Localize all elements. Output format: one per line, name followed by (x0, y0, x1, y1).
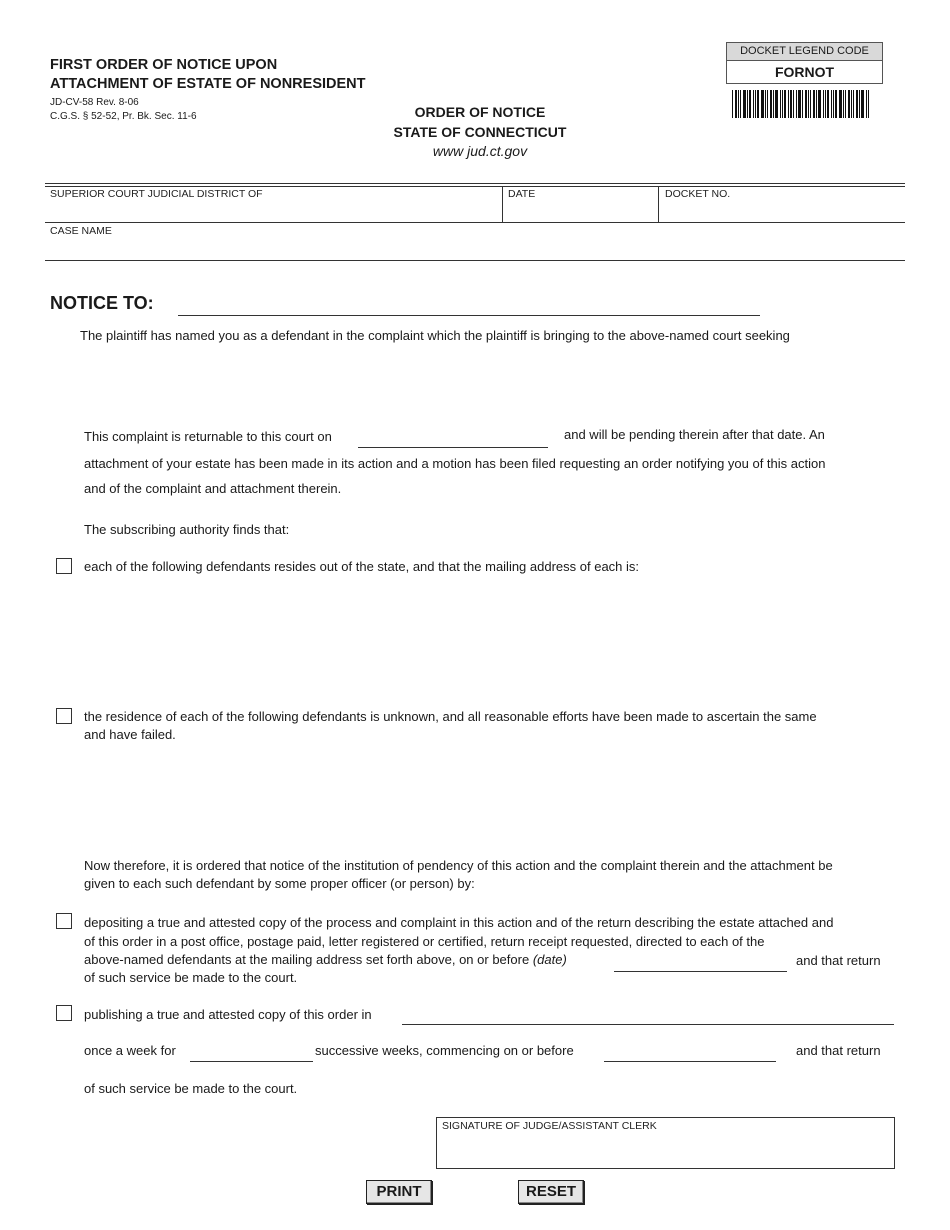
barcode-bar (861, 90, 864, 118)
barcode-bar (753, 90, 754, 118)
state-heading: STATE OF CONNECTICUT (393, 124, 567, 140)
barcode-bar (798, 90, 801, 118)
barcode-bar (761, 90, 764, 118)
barcode (732, 90, 882, 118)
deposit-mail-checkbox[interactable] (56, 913, 72, 929)
barcode-bar (802, 90, 803, 118)
option2-line1: the residence of each of the following defendants is unknown, and all reasonable efforts have been made to ascertain the same (84, 709, 817, 724)
notice-to-field[interactable] (178, 296, 760, 316)
barcode-bar (790, 90, 792, 118)
barcode-bar (757, 90, 759, 118)
once-week-text: once a week for (84, 1043, 176, 1058)
barcode-bar (843, 90, 844, 118)
barcode-bar (818, 90, 821, 118)
barcode-bar (866, 90, 867, 118)
barcode-bar (784, 90, 786, 118)
deposit-date-word: (date) (532, 952, 567, 967)
deposit-line2: of this order in a post office, postage paid, letter registered or certified, return receipt requested, directed to each of the (84, 934, 765, 949)
returnable-prefix: This complaint is returnable to this court on (84, 429, 332, 444)
docket-number-field[interactable] (665, 202, 901, 220)
unknown-residence-defendants-field[interactable] (84, 750, 894, 845)
deposit-line3 (84, 951, 567, 970)
form-title (50, 56, 366, 94)
form-number: JD-CV-58 Rev. 8-06 (50, 97, 139, 108)
resides-out-of-state-checkbox[interactable] (56, 558, 72, 574)
barcode-bar (765, 90, 766, 118)
barcode-bar (732, 90, 733, 118)
barcode-bar (827, 90, 829, 118)
deposit-line3-text: above-named defendants at the mailing address set forth above, on or before (84, 952, 530, 967)
barcode-bar (770, 90, 772, 118)
website-link: www jud.ct.gov (432, 143, 528, 159)
barcode-bar (780, 90, 781, 118)
publish-checkbox[interactable] (56, 1005, 72, 1021)
returnable-suffix: and will be pending therein after that date. An (564, 427, 825, 442)
barcode-bar (743, 90, 746, 118)
date-field[interactable] (508, 202, 654, 220)
barcode-bar (735, 90, 737, 118)
barcode-bar (835, 90, 837, 118)
barcode-bar (845, 90, 846, 118)
barcode-bar (833, 90, 834, 118)
barcode-bar (788, 90, 789, 118)
barcode-bar (782, 90, 783, 118)
barcode-bar (816, 90, 817, 118)
barcode-bar (805, 90, 807, 118)
ordered-line2: given to each such defendant by some proper officer (or person) by: (84, 876, 475, 891)
notice-to-label: NOTICE TO: (50, 293, 154, 313)
reset-button[interactable]: RESET (518, 1180, 584, 1204)
publish-last-line: of such service be made to the court. (84, 1081, 298, 1096)
deposit-line1: depositing a true and attested copy of the process and complaint in this action and of the return describing the estate attached and (84, 915, 834, 930)
deposit-date-field[interactable] (614, 952, 787, 972)
number-of-weeks-field[interactable] (190, 1042, 313, 1062)
successive-weeks-text: successive weeks, commencing on or before (315, 1043, 574, 1058)
publish-return-text: and that return (796, 1043, 881, 1058)
date-label: DATE (508, 188, 536, 200)
barcode-bar (775, 90, 778, 118)
barcode-bar (808, 90, 809, 118)
form-title-line2: ATTACHMENT OF ESTATE OF NONRESIDENT (50, 76, 366, 92)
barcode-bar (740, 90, 741, 118)
intro-text: The plaintiff has named you as a defendant in the complaint which the plaintiff is bringing to the above-named court seeking (80, 328, 790, 343)
form-title-line1: FIRST ORDER OF NOTICE UPON (50, 57, 278, 73)
case-name-field[interactable] (50, 239, 900, 257)
docket-number-label: DOCKET NO. (665, 188, 731, 200)
barcode-bar (831, 90, 832, 118)
barcode-bar (793, 90, 794, 118)
option2-line2: and have failed. (84, 727, 176, 742)
barcode-bar (773, 90, 774, 118)
barcode-bar (839, 90, 842, 118)
returnable-line3: and of the complaint and attachment therein. (84, 481, 342, 496)
deposit-return-text: and that return (796, 953, 881, 968)
barcode-bar (823, 90, 824, 118)
ordered-line1: Now therefore, it is ordered that notice of the institution of pendency of this action and the complaint therein and the attachment be (84, 858, 833, 873)
returnable-line2: attachment of your estate has been made in its action and a motion has been filed requesting an order notifying you of this action (84, 456, 826, 471)
barcode-bar (810, 90, 811, 118)
barcode-bar (738, 90, 739, 118)
barcode-bar (796, 90, 797, 118)
barcode-bar (825, 90, 826, 118)
barcode-bar (853, 90, 854, 118)
court-district-label: SUPERIOR COURT JUDICIAL DISTRICT OF (50, 188, 263, 200)
case-name-label: CASE NAME (50, 225, 112, 237)
barcode-bar (813, 90, 815, 118)
option1-text: each of the following defendants resides out of the state, and that the mailing address of each is: (84, 559, 640, 574)
order-of-notice-heading: ORDER OF NOTICE (414, 104, 546, 120)
barcode-bar (868, 90, 869, 118)
statute-reference: C.G.S. § 52-52, Pr. Bk. Sec. 11-6 (50, 111, 197, 122)
barcode-bar (848, 90, 850, 118)
finds-text: The subscribing authority finds that: (84, 522, 290, 537)
docket-legend-box (726, 42, 883, 84)
signature-label: SIGNATURE OF JUDGE/ASSISTANT CLERK (442, 1120, 657, 1132)
return-date-field[interactable] (358, 428, 548, 448)
out-of-state-addresses-field[interactable] (84, 582, 894, 697)
residence-unknown-checkbox[interactable] (56, 708, 72, 724)
deposit-line4: of such service be made to the court. (84, 970, 298, 985)
relief-sought-field[interactable] (84, 350, 894, 420)
publish-start-date-field[interactable] (604, 1042, 776, 1062)
barcode-bar (856, 90, 858, 118)
publish-text: publishing a true and attested copy of this order in (84, 1007, 372, 1022)
barcode-bar (755, 90, 756, 118)
signature-box[interactable] (436, 1117, 895, 1169)
docket-legend-code: FORNOT (774, 64, 835, 80)
publication-name-field[interactable] (402, 1005, 894, 1025)
docket-legend-label: DOCKET LEGEND CODE (727, 43, 882, 61)
barcode-bar (749, 90, 751, 118)
barcode-bar (859, 90, 860, 118)
barcode-bar (767, 90, 768, 118)
barcode-bar (747, 90, 748, 118)
barcode-bar (851, 90, 852, 118)
print-button[interactable]: PRINT (366, 1180, 432, 1204)
court-district-field[interactable] (50, 202, 498, 220)
